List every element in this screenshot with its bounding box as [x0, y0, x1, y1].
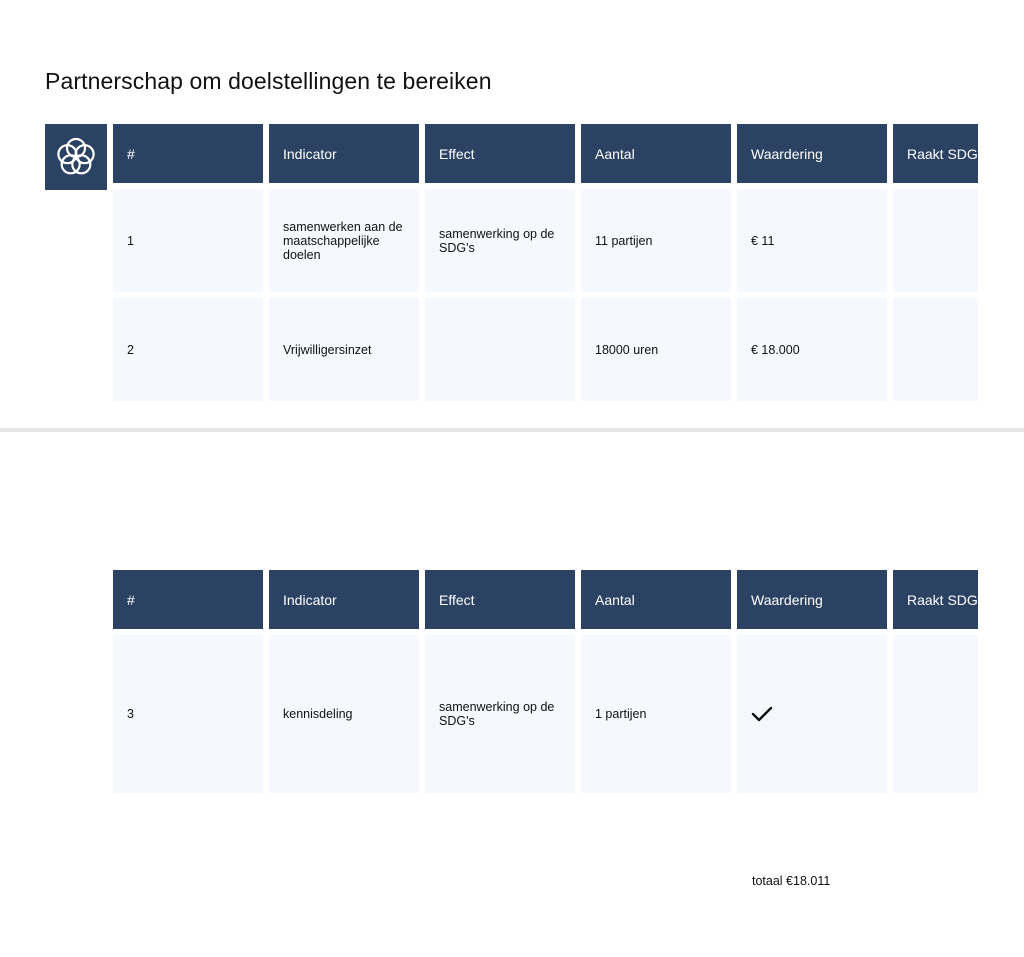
table-header-row [113, 570, 979, 629]
cell-raakt-sdg [893, 635, 978, 793]
cell-effect [425, 298, 575, 401]
header-raakt-sdg: Raakt SDG [893, 124, 978, 183]
table-row [113, 635, 979, 793]
cell-effect: samenwerking op de SDG's [425, 635, 575, 793]
cell-aantal: 1 partijen [581, 635, 731, 793]
cell-indicator: samenwerken aan de maatschappelijke doelen [269, 189, 419, 292]
cell-number: 1 [113, 189, 263, 292]
flower-of-life-icon [54, 135, 98, 179]
cell-aantal: 18000 uren [581, 298, 731, 401]
header-aantal: Aantal [581, 124, 731, 183]
header-indicator: Indicator [269, 124, 419, 183]
header-effect: Effect [425, 570, 575, 629]
checkmark-icon [751, 705, 773, 723]
header-number: # [113, 570, 263, 629]
cell-aantal: 11 partijen [581, 189, 731, 292]
header-waardering: Waardering [737, 124, 887, 183]
cell-number: 2 [113, 298, 263, 401]
cell-raakt-sdg [893, 189, 978, 292]
page-title: Partnerschap om doelstellingen te bereiken [45, 68, 492, 94]
cell-indicator: Vrijwilligersinzet [269, 298, 419, 401]
page-divider [0, 428, 1024, 432]
header-number: # [113, 124, 263, 183]
header-indicator: Indicator [269, 570, 419, 629]
cell-indicator: kennisdeling [269, 635, 419, 793]
cell-waardering: € 18.000 [737, 298, 887, 401]
cell-number: 3 [113, 635, 263, 793]
cell-waardering [737, 635, 887, 793]
logo [45, 124, 107, 190]
table-header-row [113, 124, 979, 183]
header-raakt-sdg: Raakt SDG [893, 570, 978, 629]
cell-raakt-sdg [893, 298, 978, 401]
header-aantal: Aantal [581, 570, 731, 629]
indicator-table-1 [113, 124, 979, 407]
cell-effect: samenwerking op de SDG's [425, 189, 575, 292]
header-effect: Effect [425, 124, 575, 183]
table-row [113, 298, 979, 401]
indicator-table-2 [113, 570, 979, 799]
cell-waardering: € 11 [737, 189, 887, 292]
header-waardering: Waardering [737, 570, 887, 629]
table-row [113, 189, 979, 292]
total-value: totaal €18.011 [752, 874, 831, 888]
